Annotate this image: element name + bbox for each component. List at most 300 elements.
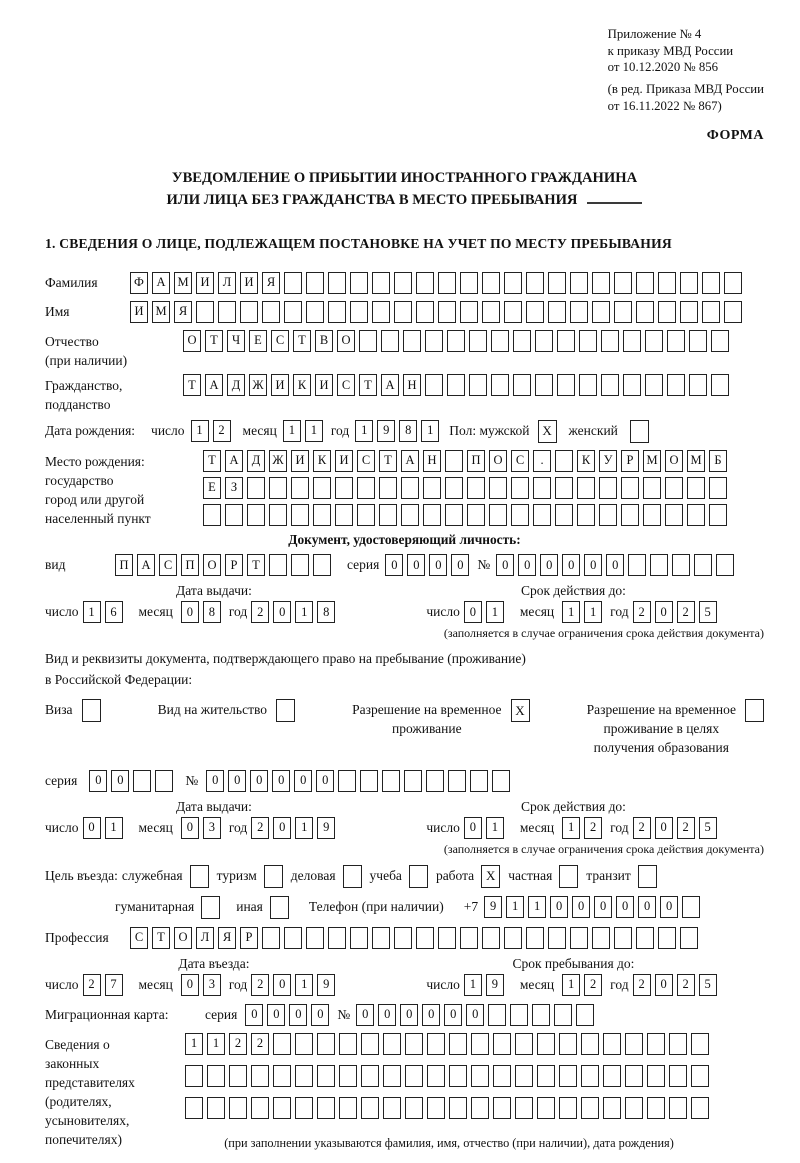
cell-box[interactable] [535,330,553,352]
cell-box[interactable] [416,272,434,294]
cell-box[interactable] [570,272,588,294]
cell-box[interactable] [460,272,478,294]
cell-box[interactable] [207,1097,225,1119]
cell-box[interactable]: 0 [83,817,101,839]
cell-box[interactable] [379,504,397,526]
cell-box[interactable] [425,374,443,396]
cell-box[interactable] [658,301,676,323]
cell-box[interactable] [557,374,575,396]
cell-box[interactable] [577,504,595,526]
cell-box[interactable] [658,927,676,949]
cell-box[interactable]: М [643,450,661,472]
cell-box[interactable]: О [665,450,683,472]
cell-box[interactable] [491,330,509,352]
cell-box[interactable]: 0 [518,554,536,576]
cell-box[interactable] [335,477,353,499]
cell-box[interactable] [229,1065,247,1087]
cell-box[interactable]: У [599,450,617,472]
cell-box[interactable] [467,504,485,526]
sex-female-checkbox[interactable] [630,420,649,443]
cell-box[interactable] [350,927,368,949]
cell-box[interactable] [470,770,488,792]
cell-box[interactable] [328,272,346,294]
cell-box[interactable] [488,1004,506,1026]
cell-box[interactable] [636,927,654,949]
cell-box[interactable] [724,272,742,294]
cell-box[interactable] [682,896,700,918]
cell-box[interactable]: 0 [316,770,334,792]
cell-box[interactable] [269,477,287,499]
cell-box[interactable] [535,374,553,396]
cell-box[interactable] [489,504,507,526]
cell-box[interactable] [526,927,544,949]
cell-box[interactable]: 0 [228,770,246,792]
cell-box[interactable]: Я [218,927,236,949]
cell-box[interactable] [702,272,720,294]
cell-box[interactable] [526,272,544,294]
cell-box[interactable]: 0 [272,770,290,792]
cell-box[interactable]: 0 [550,896,568,918]
cell-box[interactable]: З [225,477,243,499]
cell-box[interactable] [291,504,309,526]
cell-box[interactable] [533,477,551,499]
cell-box[interactable] [449,1033,467,1055]
cell-box[interactable] [251,1065,269,1087]
cell-box[interactable] [185,1097,203,1119]
cell-box[interactable] [493,1033,511,1055]
cell-box[interactable]: 2 [584,974,602,996]
cell-box[interactable] [251,1097,269,1119]
cell-box[interactable]: П [181,554,199,576]
cell-box[interactable] [555,477,573,499]
cell-box[interactable]: 0 [267,1004,285,1026]
cell-box[interactable]: 1 [486,817,504,839]
cell-box[interactable]: К [313,450,331,472]
cell-box[interactable]: 0 [655,974,673,996]
cell-box[interactable] [621,504,639,526]
cell-box[interactable] [711,330,729,352]
cell-box[interactable] [328,301,346,323]
cell-box[interactable] [636,272,654,294]
cell-box[interactable] [672,554,690,576]
cell-box[interactable] [647,1033,665,1055]
cell-box[interactable]: 0 [451,554,469,576]
cell-box[interactable] [643,477,661,499]
cell-box[interactable] [460,927,478,949]
cell-box[interactable] [570,927,588,949]
cell-box[interactable]: 1 [528,896,546,918]
cell-box[interactable] [467,477,485,499]
cell-box[interactable]: 0 [385,554,403,576]
cell-box[interactable] [317,1097,335,1119]
cell-box[interactable]: Ф [130,272,148,294]
cell-box[interactable] [291,554,309,576]
cell-box[interactable] [361,1097,379,1119]
cell-box[interactable]: Т [379,450,397,472]
cell-box[interactable] [405,1097,423,1119]
cell-box[interactable] [669,1097,687,1119]
cell-box[interactable] [559,1033,577,1055]
cell-box[interactable] [510,1004,528,1026]
cell-box[interactable]: 0 [464,601,482,623]
cell-box[interactable]: 1 [191,420,209,442]
cell-box[interactable]: 2 [633,974,651,996]
cell-box[interactable]: 0 [444,1004,462,1026]
cell-box[interactable] [711,374,729,396]
cell-box[interactable]: 0 [273,974,291,996]
cell-box[interactable] [601,374,619,396]
cell-box[interactable]: 0 [311,1004,329,1026]
cell-box[interactable] [537,1065,555,1087]
cell-box[interactable]: 0 [407,554,425,576]
cell-box[interactable] [416,301,434,323]
cell-box[interactable]: И [271,374,289,396]
cell-box[interactable] [269,554,287,576]
cell-box[interactable] [577,477,595,499]
cell-box[interactable] [599,477,617,499]
cell-box[interactable]: 0 [111,770,129,792]
cell-box[interactable] [559,1065,577,1087]
cell-box[interactable]: М [152,301,170,323]
cell-box[interactable] [313,504,331,526]
cell-box[interactable] [405,1065,423,1087]
purpose-work-checkbox[interactable]: X [481,865,500,888]
cell-box[interactable]: 1 [295,817,313,839]
cell-box[interactable] [335,504,353,526]
cell-box[interactable] [716,554,734,576]
cell-box[interactable]: А [152,272,170,294]
cell-box[interactable] [601,330,619,352]
cell-box[interactable] [357,504,375,526]
cell-box[interactable]: 0 [273,601,291,623]
cell-box[interactable]: 1 [283,420,301,442]
cell-box[interactable] [262,927,280,949]
cell-box[interactable]: 9 [484,896,502,918]
cell-box[interactable]: 0 [181,974,199,996]
cell-box[interactable] [614,927,632,949]
purpose-business-checkbox[interactable] [190,865,209,888]
cell-box[interactable] [196,301,214,323]
cell-box[interactable]: 3 [203,817,221,839]
cell-box[interactable] [691,1033,709,1055]
cell-box[interactable]: Н [423,450,441,472]
cell-box[interactable]: . [533,450,551,472]
cell-box[interactable] [291,477,309,499]
temp-permit-checkbox[interactable]: X [511,699,530,722]
cell-box[interactable] [372,301,390,323]
cell-box[interactable]: С [271,330,289,352]
cell-box[interactable] [295,1097,313,1119]
cell-box[interactable]: 2 [677,974,695,996]
cell-box[interactable]: А [225,450,243,472]
cell-box[interactable] [381,330,399,352]
cell-box[interactable] [702,301,720,323]
cell-box[interactable]: О [337,330,355,352]
cell-box[interactable]: Т [205,330,223,352]
cell-box[interactable]: 0 [540,554,558,576]
cell-box[interactable] [284,927,302,949]
cell-box[interactable] [515,1033,533,1055]
purpose-tourism-checkbox[interactable] [264,865,283,888]
cell-box[interactable] [247,504,265,526]
cell-box[interactable] [592,927,610,949]
cell-box[interactable] [687,504,705,526]
cell-box[interactable] [658,272,676,294]
cell-box[interactable] [449,1065,467,1087]
cell-box[interactable] [669,1065,687,1087]
cell-box[interactable] [383,1097,401,1119]
cell-box[interactable] [218,301,236,323]
cell-box[interactable] [493,1065,511,1087]
cell-box[interactable] [361,1033,379,1055]
cell-box[interactable]: 1 [207,1033,225,1055]
cell-box[interactable] [511,504,529,526]
cell-box[interactable] [361,1065,379,1087]
cell-box[interactable]: Б [709,450,727,472]
cell-box[interactable]: 1 [486,601,504,623]
cell-box[interactable] [548,927,566,949]
cell-box[interactable]: 8 [399,420,417,442]
cell-box[interactable] [603,1065,621,1087]
cell-box[interactable] [709,477,727,499]
cell-box[interactable] [603,1097,621,1119]
cell-box[interactable] [482,927,500,949]
cell-box[interactable] [427,1097,445,1119]
cell-box[interactable]: 5 [699,817,717,839]
cell-box[interactable] [359,330,377,352]
cell-box[interactable] [599,504,617,526]
cell-box[interactable]: 0 [429,554,447,576]
cell-box[interactable] [382,770,400,792]
visa-checkbox[interactable] [82,699,101,722]
cell-box[interactable] [504,301,522,323]
cell-box[interactable]: 9 [377,420,395,442]
cell-box[interactable] [570,301,588,323]
cell-box[interactable]: 2 [251,974,269,996]
cell-box[interactable] [689,330,707,352]
cell-box[interactable]: 2 [633,817,651,839]
cell-box[interactable]: 1 [421,420,439,442]
cell-box[interactable]: 0 [562,554,580,576]
cell-box[interactable] [339,1065,357,1087]
cell-box[interactable]: С [159,554,177,576]
cell-box[interactable] [328,927,346,949]
cell-box[interactable] [555,504,573,526]
cell-box[interactable] [350,272,368,294]
cell-box[interactable]: 0 [89,770,107,792]
cell-box[interactable] [515,1097,533,1119]
cell-box[interactable] [665,504,683,526]
cell-box[interactable]: 1 [105,817,123,839]
cell-box[interactable] [416,927,434,949]
residence-permit-checkbox[interactable] [276,699,295,722]
cell-box[interactable] [694,554,712,576]
cell-box[interactable]: 0 [250,770,268,792]
cell-box[interactable] [317,1033,335,1055]
cell-box[interactable] [306,272,324,294]
cell-box[interactable] [445,477,463,499]
cell-box[interactable] [667,330,685,352]
cell-box[interactable] [262,301,280,323]
cell-box[interactable] [185,1065,203,1087]
cell-box[interactable]: 2 [584,817,602,839]
cell-box[interactable]: И [240,272,258,294]
cell-box[interactable] [423,477,441,499]
cell-box[interactable]: Р [621,450,639,472]
cell-box[interactable] [537,1033,555,1055]
cell-box[interactable]: К [577,450,595,472]
cell-box[interactable] [548,301,566,323]
cell-box[interactable]: 2 [213,420,231,442]
cell-box[interactable] [313,477,331,499]
cell-box[interactable]: А [205,374,223,396]
cell-box[interactable]: А [381,374,399,396]
cell-box[interactable]: Н [403,374,421,396]
cell-box[interactable] [405,1033,423,1055]
cell-box[interactable] [445,504,463,526]
cell-box[interactable] [614,272,632,294]
cell-box[interactable]: 0 [294,770,312,792]
cell-box[interactable] [438,927,456,949]
cell-box[interactable] [554,1004,572,1026]
cell-box[interactable] [155,770,173,792]
cell-box[interactable] [448,770,466,792]
cell-box[interactable] [284,272,302,294]
cell-box[interactable]: Т [183,374,201,396]
cell-box[interactable]: 3 [203,974,221,996]
cell-box[interactable] [603,1033,621,1055]
cell-box[interactable]: И [315,374,333,396]
cell-box[interactable] [460,301,478,323]
cell-box[interactable] [469,374,487,396]
cell-box[interactable] [207,1065,225,1087]
cell-box[interactable]: Д [227,374,245,396]
cell-box[interactable] [438,272,456,294]
cell-box[interactable] [445,450,463,472]
cell-box[interactable] [449,1097,467,1119]
cell-box[interactable]: Т [359,374,377,396]
cell-box[interactable] [269,504,287,526]
cell-box[interactable]: И [130,301,148,323]
cell-box[interactable]: Д [247,450,265,472]
cell-box[interactable]: Ж [249,374,267,396]
cell-box[interactable]: 0 [181,601,199,623]
cell-box[interactable]: Т [293,330,311,352]
cell-box[interactable] [515,1065,533,1087]
cell-box[interactable]: 1 [185,1033,203,1055]
cell-box[interactable]: 2 [677,817,695,839]
purpose-other-checkbox[interactable] [270,896,289,919]
cell-box[interactable] [709,504,727,526]
cell-box[interactable] [423,504,441,526]
cell-box[interactable] [273,1033,291,1055]
cell-box[interactable]: И [291,450,309,472]
cell-box[interactable] [625,1097,643,1119]
cell-box[interactable]: О [489,450,507,472]
cell-box[interactable]: 7 [105,974,123,996]
cell-box[interactable] [669,1033,687,1055]
cell-box[interactable] [592,272,610,294]
cell-box[interactable]: Т [247,554,265,576]
purpose-humanitarian-checkbox[interactable] [201,896,220,919]
cell-box[interactable]: О [203,554,221,576]
cell-box[interactable]: 0 [655,601,673,623]
cell-box[interactable]: 1 [562,974,580,996]
cell-box[interactable] [240,301,258,323]
cell-box[interactable]: 2 [83,974,101,996]
cell-box[interactable]: П [115,554,133,576]
cell-box[interactable]: 0 [638,896,656,918]
cell-box[interactable] [438,301,456,323]
cell-box[interactable]: 5 [699,601,717,623]
cell-box[interactable] [425,330,443,352]
cell-box[interactable]: Т [203,450,221,472]
cell-box[interactable] [383,1033,401,1055]
cell-box[interactable]: О [183,330,201,352]
cell-box[interactable]: А [137,554,155,576]
cell-box[interactable] [691,1097,709,1119]
purpose-transit-checkbox[interactable] [638,865,657,888]
cell-box[interactable] [427,1065,445,1087]
cell-box[interactable] [548,272,566,294]
cell-box[interactable] [689,374,707,396]
cell-box[interactable] [643,504,661,526]
cell-box[interactable] [625,1033,643,1055]
cell-box[interactable] [372,272,390,294]
cell-box[interactable] [667,374,685,396]
cell-box[interactable]: 1 [562,817,580,839]
cell-box[interactable] [394,301,412,323]
cell-box[interactable]: 0 [660,896,678,918]
cell-box[interactable]: И [335,450,353,472]
cell-box[interactable]: Т [152,927,170,949]
cell-box[interactable] [339,1097,357,1119]
cell-box[interactable] [379,477,397,499]
cell-box[interactable] [339,1033,357,1055]
cell-box[interactable] [687,477,705,499]
cell-box[interactable] [338,770,356,792]
cell-box[interactable]: С [357,450,375,472]
cell-box[interactable] [317,1065,335,1087]
cell-box[interactable]: 1 [355,420,373,442]
cell-box[interactable]: М [174,272,192,294]
cell-box[interactable] [273,1065,291,1087]
cell-box[interactable] [427,1033,445,1055]
cell-box[interactable] [394,272,412,294]
cell-box[interactable]: С [511,450,529,472]
cell-box[interactable]: 2 [633,601,651,623]
cell-box[interactable] [645,330,663,352]
cell-box[interactable]: 0 [289,1004,307,1026]
cell-box[interactable] [401,477,419,499]
cell-box[interactable] [513,374,531,396]
cell-box[interactable] [273,1097,291,1119]
cell-box[interactable] [526,301,544,323]
cell-box[interactable] [511,477,529,499]
cell-box[interactable]: 0 [655,817,673,839]
cell-box[interactable] [691,1065,709,1087]
cell-box[interactable]: О [174,927,192,949]
cell-box[interactable] [581,1065,599,1087]
cell-box[interactable]: 0 [464,817,482,839]
cell-box[interactable] [394,927,412,949]
cell-box[interactable] [537,1097,555,1119]
cell-box[interactable]: 0 [400,1004,418,1026]
cell-box[interactable]: 1 [295,601,313,623]
cell-box[interactable]: 9 [486,974,504,996]
cell-box[interactable] [284,301,302,323]
cell-box[interactable]: А [401,450,419,472]
